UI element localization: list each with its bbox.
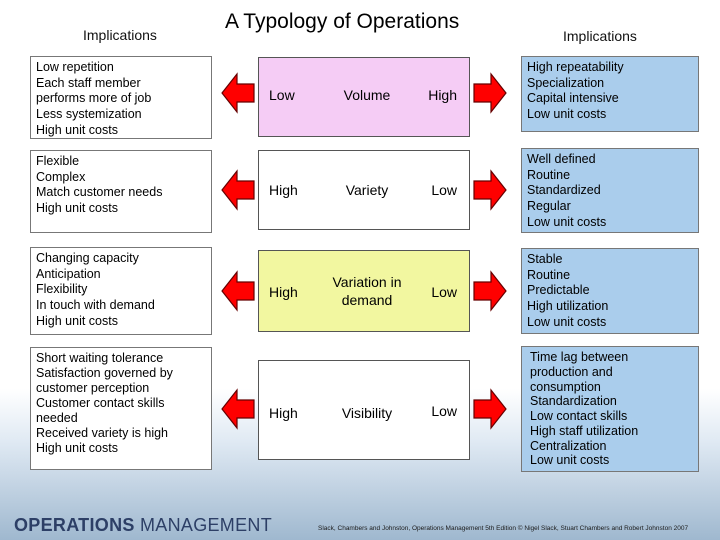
implication-line: High unit costs (36, 313, 118, 328)
band-high-end-label: Low (431, 284, 457, 300)
implication-line: Routine (527, 167, 571, 182)
implication-line: High unit costs (36, 200, 118, 215)
implication-line: Each staff member (36, 75, 141, 90)
implication-line: Low repetition (36, 60, 114, 74)
implication-line: Standardized (527, 183, 601, 198)
implication-line: Low unit costs (527, 214, 607, 229)
left-implications-heading: Implications (83, 27, 157, 43)
copyright-credit: Slack, Chambers and Johnston, Operations Management 5th Edition © Nigel Slack, Stuart Chambers and Robert Johnston 2007 (318, 525, 689, 532)
row-4-right-implications (521, 346, 699, 472)
logo-light-word: MANAGEMENT (140, 515, 273, 535)
right-implications-heading: Implications (563, 28, 637, 44)
band-high-end-label: Low (431, 403, 457, 419)
band-high-end-label: High (428, 87, 457, 103)
row-1-left-implications (30, 56, 212, 139)
band-low-end-label: Low (269, 87, 295, 103)
left-arrow-icon (221, 389, 255, 429)
implication-line: Centralization (530, 438, 607, 453)
implication-line: Less systemization (36, 106, 142, 121)
implication-line: Short waiting tolerance (36, 351, 164, 365)
slide-title: A Typology of Operations (225, 10, 460, 33)
variety-dimension-band (258, 150, 470, 230)
implication-line: Flexibility (36, 282, 88, 297)
implication-line: customer perception (36, 381, 150, 395)
row-2-left-implications (30, 150, 212, 233)
implication-line: High unit costs (36, 122, 118, 137)
band-high-end-label: Low (431, 182, 457, 198)
implication-line: Regular (527, 198, 571, 213)
band-dimension-label: Volume (343, 87, 391, 103)
implication-line: Flexible (36, 154, 80, 168)
implication-line: In touch with demand (36, 297, 155, 312)
logo-bold-word: OPERATIONS (14, 515, 135, 535)
right-arrow-icon (473, 73, 507, 113)
row-4-left-implications (30, 347, 212, 470)
band-dimension-label: Variation in demand (332, 274, 402, 308)
left-arrow-icon (221, 170, 255, 210)
band-low-end-label: High (269, 182, 298, 198)
implication-line: Specialization (527, 75, 605, 90)
implication-line: High staff utilization (530, 423, 639, 438)
implication-line: Complex (36, 169, 86, 184)
left-arrow-icon (221, 73, 255, 113)
implication-line: Low unit costs (527, 314, 607, 329)
implication-line: Low contact skills (530, 409, 628, 423)
implication-line: Stable (527, 252, 563, 266)
band-dimension-label: Visibility (341, 405, 393, 421)
implication-line: Time lag between (530, 350, 629, 364)
right-arrow-icon (473, 271, 507, 311)
implication-line: Changing capacity (36, 251, 139, 265)
operations-management-logo (14, 515, 272, 536)
implication-line: Well defined (527, 152, 596, 166)
implication-line: Low unit costs (527, 106, 607, 121)
implication-line: Predictable (527, 283, 590, 298)
implication-line: Anticipation (36, 266, 101, 281)
implication-line: Standardization (530, 394, 617, 409)
implication-line: Routine (527, 267, 571, 282)
row-2-right-implications (521, 148, 699, 233)
implication-line: High repeatability (527, 60, 624, 74)
variation-in-demand-dimension-band (258, 250, 470, 332)
left-arrow-icon (221, 271, 255, 311)
implication-line: Received variety is high (36, 426, 169, 440)
right-arrow-icon (473, 389, 507, 429)
implication-line: High utilization (527, 298, 609, 313)
implication-line: needed (36, 411, 78, 425)
band-low-end-label: High (269, 284, 298, 300)
visibility-dimension-band (258, 360, 470, 460)
implication-line: production and (530, 364, 613, 379)
implication-line: Capital intensive (527, 91, 619, 106)
band-low-end-label: High (269, 405, 298, 421)
implication-line: performs more of job (36, 91, 152, 106)
row-3-left-implications (30, 247, 212, 335)
right-arrow-icon (473, 170, 507, 210)
implication-line: consumption (530, 379, 601, 394)
band-dimension-label: Variety (345, 182, 389, 198)
implication-line: Match customer needs (36, 185, 163, 200)
implication-line: Satisfaction governed by (36, 366, 173, 380)
implication-line: High unit costs (36, 441, 118, 455)
implication-line: Low unit costs (530, 453, 610, 468)
volume-dimension-band (258, 57, 470, 137)
row-1-right-implications (521, 56, 699, 132)
implication-line: Customer contact skills (36, 396, 165, 410)
row-3-right-implications (521, 248, 699, 334)
